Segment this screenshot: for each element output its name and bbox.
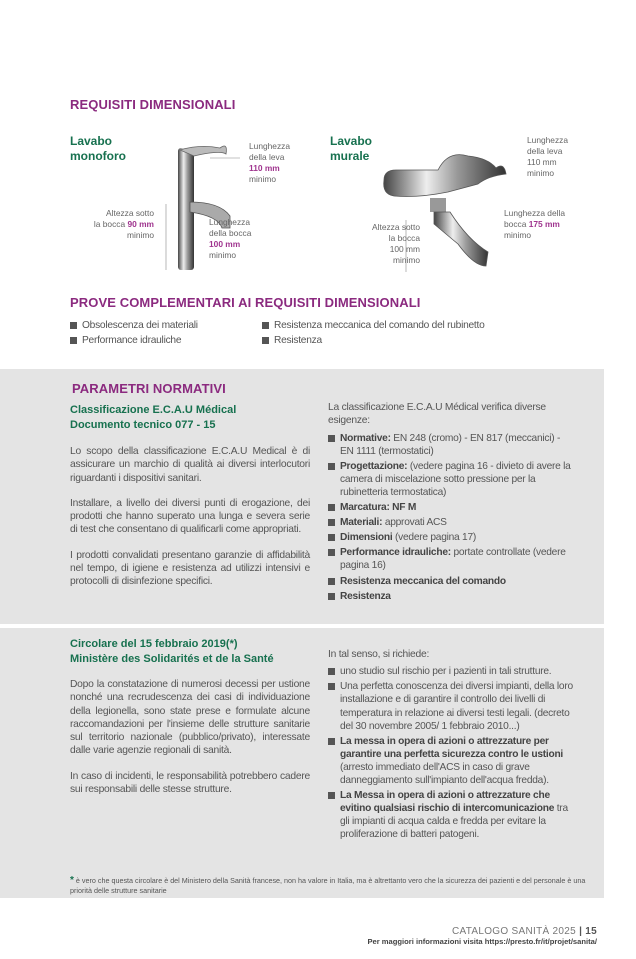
list-item: Resistenza meccanica del comando	[328, 575, 573, 588]
page-footer: CATALOGO SANITÀ 2025 | 15 Per maggiori informazioni visita https://presto.fr/it/projet/sanita/	[367, 926, 597, 946]
list-item: Obsolescenza dei materiali	[70, 319, 260, 332]
murale-leva-label: Lunghezza della leva 110 mm minimo	[527, 135, 568, 178]
murale-altezza-label: Altezza sotto la bocca 100 mm minimo	[372, 222, 420, 265]
list-item: Normative: EN 248 (cromo) - EN 817 (meccanici) - EN 1111 (termostatici)	[328, 432, 573, 458]
list-item: Una perfetta conoscenza dei diversi impianti, della loro installazione e di garantire il controllo dei livelli di temperatura in relazione ai diversi testi legali. (decreto del 30 novembre 2005/ 1 febbraio 2010...)	[328, 680, 573, 732]
list-item: Resistenza meccanica del comando del rubinetto	[262, 319, 582, 332]
murale-bocca-label: Lunghezza della bocca 175 mm minimo	[504, 208, 566, 240]
murale-title: Lavabo murale	[330, 134, 373, 163]
section-title-normative: PARAMETRI NORMATIVI	[72, 381, 226, 396]
list-item: Performance idrauliche: portate controllate (vedere pagina 16)	[328, 546, 573, 572]
complementary-list-left	[70, 319, 260, 349]
normative-panel	[0, 369, 604, 624]
list-item: Performance idrauliche	[70, 334, 260, 347]
circolare-subtitle: Circolare del 15 febbraio 2019(*) Ministère des Solidarités et de la Santé	[70, 638, 274, 665]
circolare-requirements: In tal senso, si richiede: uno studio sul rischio per i pazienti in tali strutture. Una perfetta conoscenza dei diversi impianti, della loro installazione e di garantire il controllo dei livelli di temperatura in relazione ai diversi testi legali. (decreto del 30 novembre 2005/ 1 febbraio 2010...) La messa in opera di azioni o attrezzature per garantire una perfetta sicurezza contro le ustioni (arresto immediato dell'ACS in caso di grave danneggiamento sull'impianto dell'acqua fredda). La Messa in opera di azioni o attrezzature che evitino qualsiasi rischio di intercomunicazione tra gli impianti di acqua calda e fredda per evitare la proliferazione di batteri patogeni.	[328, 649, 573, 841]
monoforo-leva-label: Lunghezza della leva 110 mm minimo	[249, 141, 290, 184]
section-title-dimensional: REQUISITI DIMENSIONALI	[70, 97, 236, 112]
normative-text: Lo scopo della classificazione E.C.A.U Medical è di assicurare un marchio di qualità ai diversi interlocutori riguardanti i dispositivi sanitari. Installare, a livello dei diversi punti di erogazione, dei prodotti che hanno superato una lunga e severa serie di test che consentano di qualificarli come appropriati. I prodotti convalidati presentano garanzie di affidabilità nel tempo, di igiene e resistenza ad utilizzi intensivi e protocolli di disinfezione specifici.	[70, 446, 310, 588]
monoforo-altezza-label: Altezza sotto la bocca 90 mm minimo	[93, 208, 154, 240]
circolare-text: Dopo la constatazione di numerosi decessi per ustione nonché una recrudescenza dei casi di individuazione della legionella, sono state prese e formulate alcune raccomandazioni per l'insieme delle strutture sanitarie sul territorio nazionale (pubblico/privato), interessate dalle varie agenzie regionali di sanità. In caso di incidenti, le responsabilità potrebbero cadere sui responsabili delle stesse strutture.	[70, 679, 310, 796]
circolare-panel	[0, 628, 604, 898]
list-item: Materiali: approvati ACS	[328, 516, 573, 529]
height-dimension-line	[164, 204, 170, 270]
normative-requirements: La classificazione E.C.A.U Médical verifica diverse esigenze: Normative: EN 248 (cromo) - EN 817 (meccanici) - EN 1111 (termostatici) Progettazione: (vedere pagina 16 - divieto di avere la camera di miscelazione sotto pressione per la rubinetteria termostatica) Marcatura: NF M Materiali: approvati ACS Dimensioni (vedere pagina 17) Performance idrauliche: portate controllate (vedere pagina 16) Resistenza meccanica del comando Resistenza	[328, 401, 573, 605]
normative-subtitle: Classificazione E.C.A.U Médical Documento tecnico 077 - 15	[70, 404, 237, 431]
monoforo-bocca-label: Lunghezza della bocca 100 mm minimo	[209, 217, 252, 260]
complementary-list-right	[262, 319, 582, 349]
section-title-complementary: PROVE COMPLEMENTARI AI REQUISITI DIMENSIONALI	[70, 295, 421, 310]
list-item: Resistenza	[328, 590, 573, 603]
list-item: Progettazione: (vedere pagina 16 - divieto di avere la camera di miscelazione sotto pressione per la rubinetteria termostatica)	[328, 460, 573, 499]
list-item: Marcatura: NF M	[328, 501, 573, 514]
list-item: Dimensioni (vedere pagina 17)	[328, 531, 573, 544]
list-item: La messa in opera di azioni o attrezzature per garantire una perfetta sicurezza contro le ustioni (arresto immediato dell'ACS in caso di grave danneggiamento sull'impianto dell'acqua fredda).	[328, 735, 573, 787]
list-item: Resistenza	[262, 334, 582, 347]
footnote: * è vero che questa circolare è del Ministero della Sanità francese, non ha valore in Italia, ma è altrettanto vero che la sicurezza dei pazienti e del personale è una priorità delle strutture sanitarie	[70, 875, 586, 895]
monoforo-title: Lavabo monoforo	[70, 134, 126, 163]
page-number: 15	[585, 926, 597, 937]
list-item: La Messa in opera di azioni o attrezzature che evitino qualsiasi rischio di intercomunicazione tra gli impianti di acqua calda e fredda per evitare la proliferazione di batteri patogeni.	[328, 789, 573, 841]
list-item: uno studio sul rischio per i pazienti in tali strutture.	[328, 665, 573, 678]
footer-info-link[interactable]: Per maggiori informazioni visita https://presto.fr/it/projet/sanita/	[367, 937, 597, 946]
